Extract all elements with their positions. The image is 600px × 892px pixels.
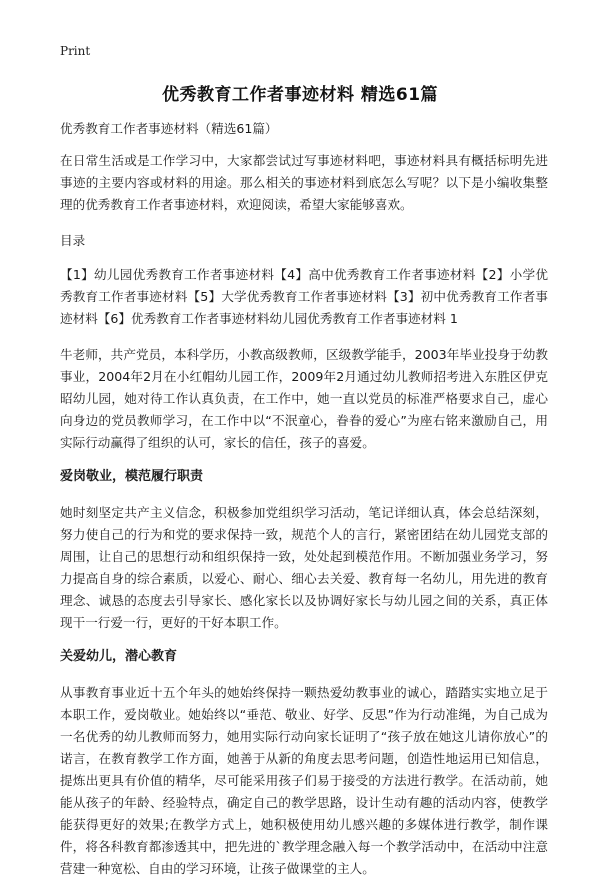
section-heading-1: 爱岗敬业，模范履行职责 <box>60 469 204 484</box>
paragraph-1: 牛老师，共产党员，本科学历，小教高级教师，区级教学能手，2003年毕业投身于幼教事业，2004年2月在小红帽幼儿园工作，2009年2月通过幼儿教师招考进入东胜区伊克昭幼儿园，她对待工作认真负责，在工作中，她一直以党员的标准严格要求自己，虚心向身边的党员教师学习，在工作中以“不泯童心，眷眷的爱心”为座右铭来激励自己，用实际行动赢得了组织的认可，家长的信任，孩子的喜爱。 <box>60 347 548 450</box>
page-title: 优秀教育工作者事迹材料 精选61篇 <box>161 85 439 105</box>
document-subtitle: 优秀教育工作者事迹材料（精选61篇） <box>60 121 278 136</box>
paragraph-3: 从事教育事业近十五个年头的她始终保持一颗热爱幼教事业的诚心，踏踏实实地立足于本职工作，爱岗敬业。她始终以“垂范、敬业、好学、反思”作为行动准绳，为自己成为一名优秀的幼儿教师而努力，她用实际行动向家长证明了“孩子放在她这儿请你放心”的诺言，在教育教学工作方面，她善于从新的角度去思考问题，创造性地运用已知信息，提炼出更具有价值的精华，尽可能采用孩子们易于接受的方法进行教学。在活动前，她能从孩子的年龄、经验特点，确定自己的教学思路，设计生动有趣的活动内容，使教学能获得更好的效果;在教学方式上，她积极使用幼儿感兴趣的多媒体进行教学，制作课件，将各科教育都渗透其中，把先进的`教学理念融入每一个教学活动中，在活动中注意营建一种宽松、自由的学习环境，让孩子做课堂的主人。 <box>60 685 548 876</box>
section-heading-2: 关爱幼儿，潜心教育 <box>60 649 178 664</box>
intro-paragraph: 在日常生活或是工作学习中，大家都尝试过写事迹材料吧，事迹材料具有概括标明先进事迹的主要内容或材料的用途。那么相关的事迹材料到底怎么写呢？以下是小编收集整理的优秀教育工作者事迹材料，欢迎阅读，希望大家能够喜欢。 <box>60 153 548 212</box>
article-body <box>60 118 548 892</box>
print-link[interactable]: Print <box>60 44 91 58</box>
toc-heading: 目录 <box>60 233 86 248</box>
paragraph-2: 她时刻坚定共产主义信念，积极参加党组织学习活动，笔记详细认真，体会总结深刻，努力使自己的行为和党的要求保持一致，规范个人的言行，紧密团结在幼儿园党支部的周围，让自己的思想行动和组织保持一致，处处起到模范作用。不断加强业务学习，努力提高自身的综合素质，以爱心、耐心、细心去关爱、教育每一名幼儿，用先进的教育理念、诚恳的态度去引导家长、感化家长以及协调好家长与幼儿园之间的关系，真正体现干一行爱一行，更好的干好本职工作。 <box>60 505 548 630</box>
table-of-contents: 【1】幼儿园优秀教育工作者事迹材料【4】高中优秀教育工作者事迹材料【2】小学优秀教育工作者事迹材料【5】大学优秀教育工作者事迹材料【3】初中优秀教育工作者事迹材料【6】优秀教育工作者事迹材料幼儿园优秀教育工作者事迹材料 1 <box>60 267 548 326</box>
